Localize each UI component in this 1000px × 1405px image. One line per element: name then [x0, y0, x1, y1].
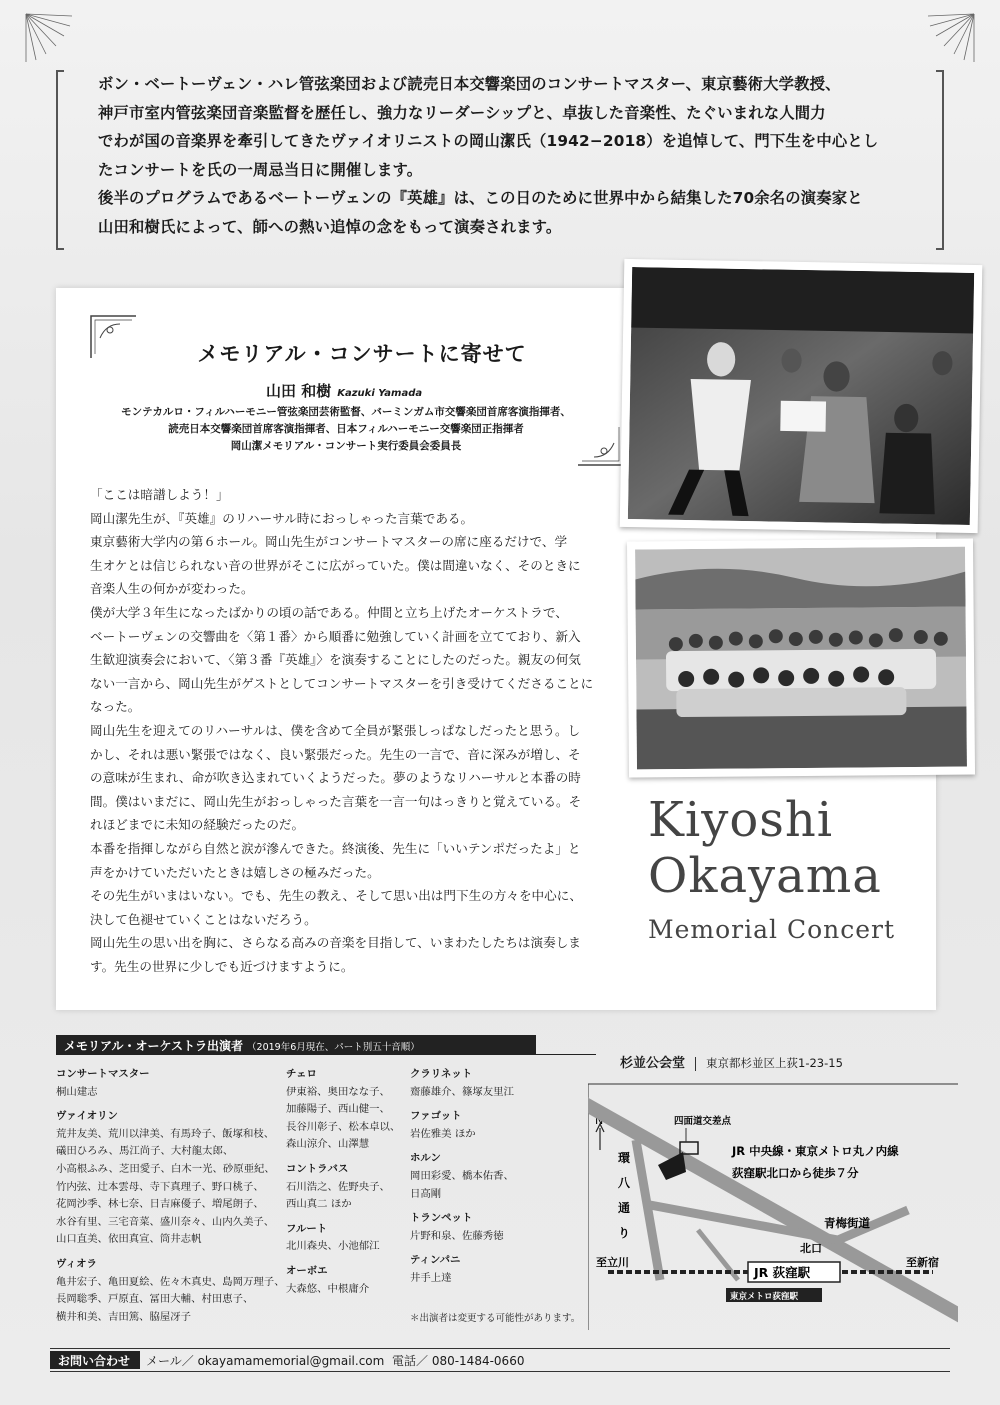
essay-author [266, 380, 422, 401]
title-first-name: Kiyoshi [648, 792, 834, 848]
jr-station-label: JR 荻窪駅 [754, 1265, 811, 1280]
essay-line: れほどまでに未知の経験だったのだ。 [90, 817, 305, 833]
sunburst-ornament-icon [6, 4, 76, 64]
performers-heading-text: メモリアル・オーケストラ出演者 [64, 1039, 244, 1053]
contact-bar [50, 1348, 950, 1372]
bracket-right [936, 70, 944, 250]
kitaguchi-label: 北口 [800, 1242, 822, 1255]
part-members: 北川森央、小池郁江 [286, 1240, 380, 1253]
part-name: ティンパニ [410, 1254, 461, 1267]
performers-column-3 [410, 1066, 570, 1288]
essay-body [90, 483, 620, 978]
part-members: 礒田ひろみ、馬江尚子、大村龍太郎、 [56, 1145, 234, 1158]
essay-line: 岡山先生を迎えてのリハーサルは、僕を含めて全員が緊張しっぱなしだったと思う。し [90, 722, 581, 738]
essay-line: 声をかけていただいたときは嬉しさの極みだった。 [90, 864, 380, 880]
essay-line: 音楽人生の何かが変わった。 [90, 581, 254, 597]
essay-line: 岡山先生の思い出を胸に、さらなる高みの音楽を目指して、いまわたしたちは演奏しま [90, 935, 581, 951]
ome-road-label: 青梅街道 [824, 1216, 870, 1230]
bracket-left [56, 70, 64, 250]
part-members: 荒井友美、荒川以津美、有馬玲子、飯塚和枝、 [56, 1127, 275, 1140]
part-members: 井手上達 [410, 1271, 452, 1284]
road-label: 環 [618, 1151, 631, 1165]
essay-line: の意味が生まれ、命が吹き込まれていくようだった。夢のようなリハーサルと本番の時 [90, 770, 581, 786]
part-members: 花岡沙季、林七奈、日吉麻優子、増尾朗子、 [56, 1198, 264, 1211]
intro-line: 後半のプログラムであるベートーヴェンの『英雄』は、この日のために世界中から結集した70余名の演奏家と [98, 189, 863, 208]
part-members: 加藤陽子、西山健一、 [286, 1103, 390, 1116]
part-members: 桐山建志 [56, 1085, 98, 1098]
contact-email[interactable]: メール／ okayamamemorial@gmail.com [146, 1354, 385, 1368]
venue-name: 杉並公会堂 [620, 1056, 686, 1071]
part-name: コントラバス [286, 1162, 349, 1175]
group-photo [627, 538, 975, 777]
part-members: 森山涼介、山澤慧 [286, 1138, 370, 1151]
part-members: 長谷川彰子、松本卓以、 [286, 1120, 401, 1133]
part-members: 岡田彩愛、橋本佑香、 [410, 1169, 514, 1182]
part-name: トランペット [410, 1212, 473, 1225]
venue-address: 東京都杉並区上荻1-23-15 [706, 1056, 843, 1070]
conductor-photo [620, 259, 983, 533]
walk-label: 荻窪駅北口から徒歩７分 [732, 1166, 859, 1180]
access-map [588, 1080, 958, 1330]
essay-line: 生オケとは信じられない音の世界がそこに広がっていた。僕は間違いなく、そのときに [90, 557, 581, 573]
title-last-name: Okayama [648, 848, 882, 904]
intersection-label: 四面道交差点 [674, 1116, 732, 1127]
essay-line: 本番を指揮しながら自然と涙が滲んできた。終演後、先生に「いいテンポだったよ」と [90, 840, 581, 856]
divider [695, 1057, 696, 1071]
contact-phone[interactable]: 電話／ 080-1484-0660 [392, 1354, 525, 1368]
road-label: り [618, 1226, 631, 1240]
part-members: 大森悠、中根庸介 [286, 1282, 370, 1295]
essay-line: 岡山潔先生が、『英雄』のリハーサル時におっしゃった言葉である。 [90, 510, 474, 526]
part-name: オーボエ [286, 1264, 328, 1277]
part-members: 長岡聡季、戸原直、冨田大輔、村田恵子、 [56, 1293, 254, 1306]
part-members: 日高剛 [410, 1187, 442, 1200]
venue-info [620, 1052, 843, 1071]
essay-line: 間。僕はいまだに、岡山先生がおっしゃった言葉を一言一句はっきりと覚えている。そ [90, 793, 582, 809]
part-members: 小高根ふみ、芝田愛子、白木一光、砂原亜紀、 [56, 1162, 275, 1175]
author-name-en: Kazuki Yamada [337, 388, 423, 399]
part-name: ヴァイオリン [56, 1110, 118, 1123]
part-members: 伊東裕、奥田なな子、 [286, 1085, 390, 1098]
essay-line: なった。 [90, 699, 141, 715]
road-label: 通 [618, 1201, 631, 1215]
author-name: 山田 和樹 [266, 382, 332, 400]
part-name: クラリネット [410, 1068, 473, 1080]
part-members: 岩佐雅美 ほか [410, 1127, 476, 1140]
essay-line: 「ここは暗譜しよう！」 [90, 487, 229, 502]
essay-line: ベートーヴェンの交響曲を〈第１番〉から順番に勉強していく計画を立てており、新入 [90, 628, 581, 644]
essay-line: 僕が大学３年生になったばかりの頃の話である。仲間と立ち上げたオーケストラで、 [90, 604, 568, 620]
svg-text:N: N [595, 1114, 604, 1127]
essay-line: す。先生の世界に少しでも近づけますように。 [90, 958, 354, 974]
metro-station-label: 東京メトロ荻窪駅 [730, 1292, 799, 1302]
credential-line: 読売日本交響楽団首席客演指揮者、日本フィルハーモニー交響楽団正指揮者 [168, 423, 524, 435]
route-label: JR 中央線・東京メトロ丸ノ内線 [732, 1144, 899, 1158]
author-credentials [76, 404, 616, 455]
part-name: フルート [286, 1222, 328, 1235]
part-name: ヴィオラ [56, 1257, 97, 1270]
concert-title [648, 792, 948, 950]
road-label: 八 [618, 1176, 631, 1190]
divider [536, 1054, 596, 1055]
part-name: コンサートマスター [56, 1068, 150, 1080]
title-subtitle: Memorial Concert [648, 915, 896, 944]
intro-line: たコンサートを氏の一周忌当日に開催します。 [98, 160, 423, 179]
performers-column-2 [286, 1066, 406, 1298]
part-name: ホルン [410, 1152, 441, 1165]
essay-line: 決して色褪せていくことはないだろう。 [90, 911, 317, 927]
credential-line: モンテカルロ・フィルハーモニー管弦楽団芸術監督、バーミンガム市交響楽団首席客演指揮者、 [121, 406, 571, 418]
part-members: 山口直美、依田真宣、筒井志帆 [56, 1233, 202, 1246]
part-name: チェロ [286, 1068, 317, 1080]
intro-line: 山田和樹氏によって、師への熱い追悼の念をもって演奏されます。 [98, 217, 562, 236]
part-members: 横井和美、吉田篤、脇屋冴子 [56, 1310, 192, 1323]
part-name: ファゴット [410, 1110, 462, 1123]
sunburst-ornament-icon [924, 4, 994, 64]
part-members: 齋藤雄介、篠塚友里江 [410, 1085, 514, 1098]
essay-line: 生歓迎演奏会において、〈第３番『英雄』〉を演奏することにしたのだった。親友の何気 [90, 652, 581, 668]
part-members: 亀井宏子、亀田夏絵、佐々木真史、島岡万理子、 [56, 1275, 285, 1288]
essay-line: 東京藝術大学内の第６ホール。岡山先生がコンサートマスターの席に座るだけで、学 [90, 534, 568, 550]
part-members: 片野和泉、佐藤秀徳 [410, 1229, 504, 1242]
performers-column-1 [56, 1066, 285, 1326]
part-members: 竹内弦、辻本雲母、寺下真理子、野口桃子、 [56, 1180, 264, 1193]
intro-paragraph [98, 70, 918, 242]
essay-line: ない一言から、岡山先生がゲストとしてコンサートマスターを引き受けてくださることに [90, 675, 594, 691]
part-members: 西山真二 ほか [286, 1198, 352, 1211]
performers-heading-note: （2019年6月現在、パート別五十音順） [247, 1042, 420, 1053]
essay-line: かし、それは悪い緊張ではなく、良い緊張だった。先生の一言で、音に深みが増し、そ [90, 746, 581, 762]
credential-line: 岡山潔メモリアル・コンサート実行委員会委員長 [230, 440, 462, 452]
to-shinjuku-label: 至新宿 [906, 1256, 939, 1269]
essay-line: その先生がいまはいない。でも、先生の教え、そして思い出は門下生の方々を中心に、 [90, 888, 582, 904]
essay-title: メモリアル・コンサートに寄せて [197, 342, 527, 366]
part-members: 石川浩之、佐野央子、 [286, 1180, 390, 1193]
flourish-ornament-icon [86, 308, 156, 363]
performers-heading [56, 1035, 536, 1055]
part-members: 水谷有里、三宅音菜、盛川奈々、山内久美子、 [56, 1215, 275, 1228]
intro-line: 神戸市室内管弦楽団音楽監督を歴任し、強力なリーダーシップと、卓抜した音楽性、たぐいまれな人間力 [98, 103, 826, 122]
intro-line: ボン・ベートーヴェン・ハレ管弦楽団および読売日本交響楽団のコンサートマスター、東京藝術大学教授、 [98, 75, 841, 93]
contact-label: お問い合わせ [50, 1351, 140, 1369]
intro-line: でわが国の音楽界を牽引してきたヴァイオリニストの岡山潔氏（1942−2018）を追悼して、門下生を中心とし [98, 132, 879, 151]
change-notice: ＊出演者は変更する可能性があります。 [410, 1313, 581, 1324]
to-tachikawa-label: 至立川 [596, 1256, 629, 1269]
